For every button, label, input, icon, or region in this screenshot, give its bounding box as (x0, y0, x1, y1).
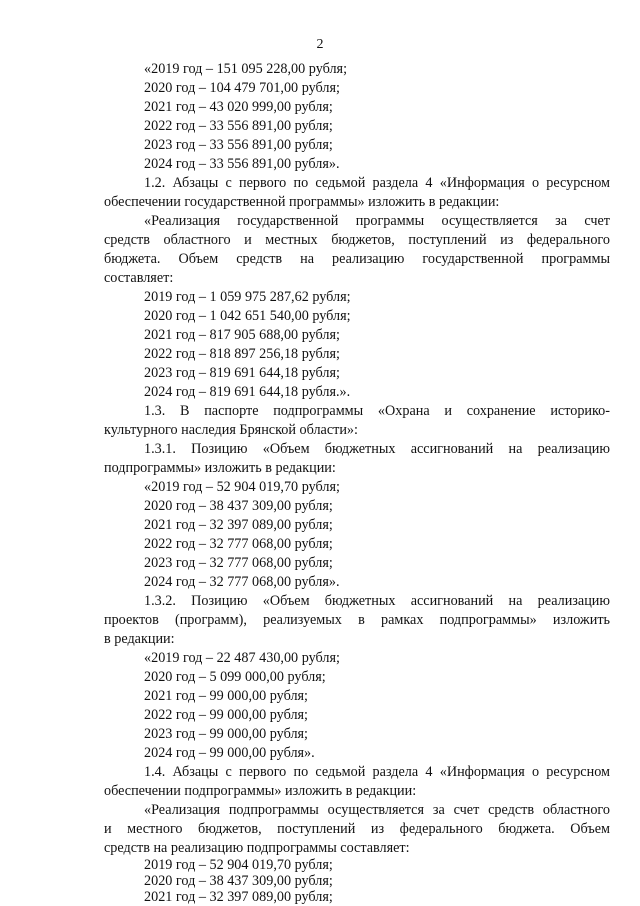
text-line: 2019 год – 52 904 019,70 рубля; (144, 857, 333, 873)
text-line: «Реализация государственной программы осуществляется за счет (144, 213, 610, 229)
text-line: культурного наследия Брянской области»: (104, 422, 358, 438)
text-line: составляет: (104, 270, 174, 286)
text-line: обеспечении подпрограммы» изложить в редакции: (104, 783, 417, 799)
text-line: бюджета. Объем средств на реализацию государственной программы (104, 251, 610, 267)
text-line: 2022 год – 32 777 068,00 рубля; (144, 536, 333, 552)
text-line: 2023 год – 99 000,00 рубля; (144, 726, 309, 742)
text-line: «Реализация подпрограммы осуществляется за счет средств областного (144, 802, 610, 818)
text-line: 2019 год – 1 059 975 287,62 рубля; (144, 289, 351, 305)
text-line: «2019 год – 151 095 228,00 рубля; (144, 61, 348, 77)
text-line: 2021 год – 817 905 688,00 рубля; (144, 327, 340, 343)
text-line: 2020 год – 38 437 309,00 рубля; (144, 498, 333, 514)
text-line: 2021 год – 32 397 089,00 рубля; (144, 889, 333, 905)
text-line: 2020 год – 1 042 651 540,00 рубля; (144, 308, 351, 324)
text-line: 1.4. Абзацы с первого по седьмой раздела 4 «Информация о ресурсном (144, 764, 610, 780)
text-line: «2019 год – 52 904 019,70 рубля; (144, 479, 340, 495)
text-line: 2023 год – 819 691 644,18 рубля; (144, 365, 340, 381)
text-line: 1.3.1. Позицию «Объем бюджетных ассигнований на реализацию (144, 441, 610, 457)
text-line: проектов (программ), реализуемых в рамках подпрограммы» изложить (104, 612, 610, 628)
text-line: 2021 год – 99 000,00 рубля; (144, 688, 309, 704)
text-line: 2023 год – 32 777 068,00 рубля; (144, 555, 333, 571)
text-line: 2021 год – 43 020 999,00 рубля; (144, 99, 333, 115)
text-line: 2020 год – 5 099 000,00 рубля; (144, 669, 326, 685)
text-line: 2020 год – 38 437 309,00 рубля; (144, 873, 333, 889)
text-line: 2020 год – 104 479 701,00 рубля; (144, 80, 340, 96)
text-line: 2024 год – 33 556 891,00 рубля». (144, 156, 340, 172)
text-line: в редакции: (104, 631, 175, 647)
text-line: 2024 год – 99 000,00 рубля». (144, 745, 315, 761)
text-line: подпрограммы» изложить в редакции: (104, 460, 336, 476)
text-line: 2022 год – 33 556 891,00 рубля; (144, 118, 333, 134)
page-number: 2 (316, 37, 324, 52)
text-line: 2021 год – 32 397 089,00 рубля; (144, 517, 333, 533)
text-line: 2024 год – 819 691 644,18 рубля.». (144, 384, 351, 400)
text-line: 1.3.2. Позицию «Объем бюджетных ассигнований на реализацию (144, 593, 610, 609)
text-line: обеспечении государственной программы» изложить в редакции: (104, 194, 500, 210)
text-line: 2022 год – 818 897 256,18 рубля; (144, 346, 340, 362)
text-line: и местного бюджетов, поступлений из федерального бюджета. Объем (104, 821, 610, 837)
text-line: 2022 год – 99 000,00 рубля; (144, 707, 309, 723)
text-line: 2023 год – 33 556 891,00 рубля; (144, 137, 333, 153)
text-line: 2024 год – 32 777 068,00 рубля». (144, 574, 340, 590)
text-line: «2019 год – 22 487 430,00 рубля; (144, 650, 340, 666)
text-line: средств на реализацию подпрограммы составляет: (104, 840, 410, 856)
text-line: 1.2. Абзацы с первого по седьмой раздела 4 «Информация о ресурсном (144, 175, 610, 191)
text-line: 1.3. В паспорте подпрограммы «Охрана и сохранение историко- (144, 403, 610, 419)
text-line: средств областного и местных бюджетов, поступлений из федерального (104, 232, 610, 248)
